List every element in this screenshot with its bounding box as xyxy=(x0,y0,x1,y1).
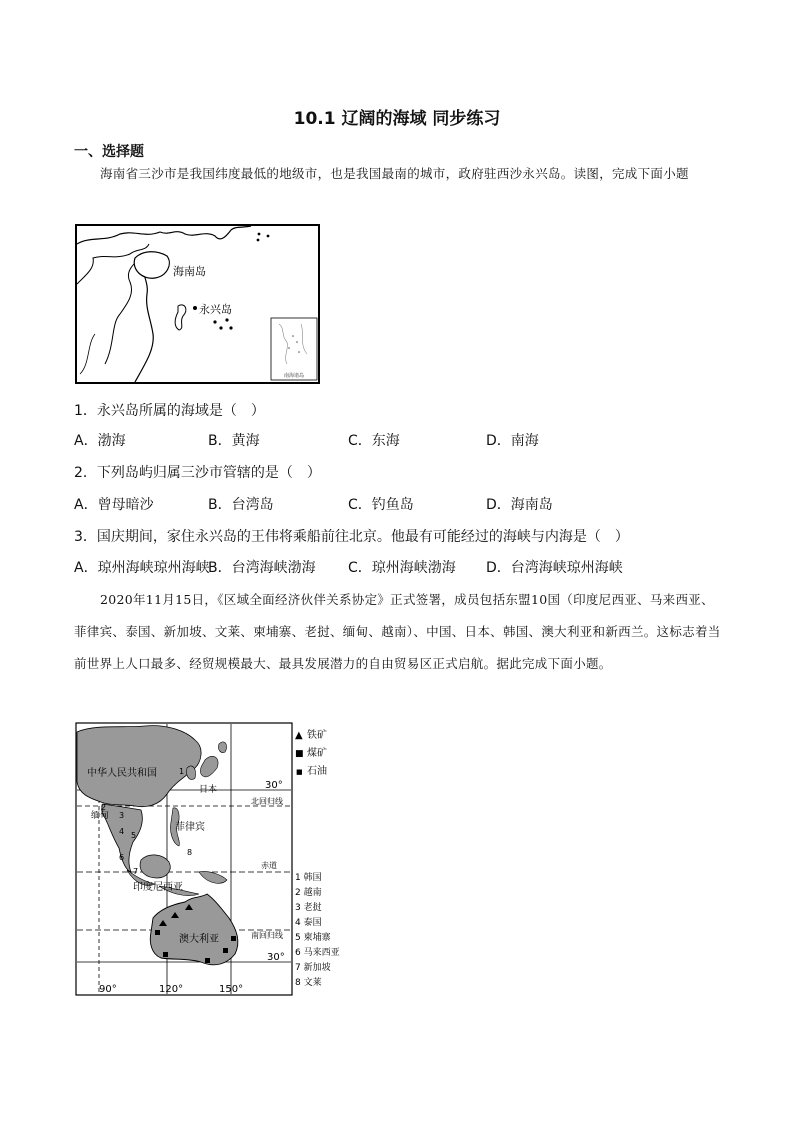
option-a[interactable]: A．曾母暗沙 xyxy=(74,497,154,513)
svg-text:3: 3 xyxy=(119,811,125,820)
question-3-options xyxy=(74,557,724,577)
svg-text:6: 6 xyxy=(119,853,125,862)
svg-text:1: 1 xyxy=(179,767,185,776)
option-a[interactable]: A．渤海 xyxy=(74,433,126,449)
legend xyxy=(295,728,327,777)
legend-iron-symbol: ▲ xyxy=(295,730,303,741)
option-c[interactable]: C．钓鱼岛 xyxy=(348,497,414,513)
question-1-options xyxy=(74,430,724,450)
intro-paragraph-2: 2020年11月15日，《区域全面经济伙伴关系协定》正式签署，成员包括东盟10国（印度尼西亚、马来西亚、菲律宾、泰国、新加坡、文莱、柬埔寨、老挝、缅甸、越南）、中国、日本、韩国、澳大利亚和新西兰。这标志着当前世界上人口最多、经贸规模最大、最具发展潜力的自由贸易区正式启航。据此完成下面小题。 xyxy=(74,592,721,671)
inset-label: 南海诸岛 xyxy=(283,373,305,379)
china-label: 中华人民共和国 xyxy=(87,768,157,779)
indonesia-label: 印度尼西亚 xyxy=(133,882,183,893)
tropic-south-label: 南回归线 xyxy=(251,931,283,940)
question-2: 2．下列岛屿归属三沙市管辖的是（ ） xyxy=(74,465,321,481)
option-b[interactable]: B．台湾海峡渤海 xyxy=(208,560,316,576)
legend-coal-symbol: ■ xyxy=(295,749,304,759)
map-south-china-sea xyxy=(75,224,320,384)
myanmar-label: 缅甸 xyxy=(91,811,110,821)
page-title: 10.1 辽阔的海域 同步练习 xyxy=(293,109,501,129)
hainan-label: 海南岛 xyxy=(173,265,206,278)
option-d[interactable]: D．海南岛 xyxy=(486,497,553,513)
philippines-label: 菲律宾 xyxy=(175,822,205,833)
equator-label: 赤道 xyxy=(261,861,277,870)
legend-iron: 铁矿 xyxy=(307,730,327,741)
lat-30n-label: 30° xyxy=(265,780,283,791)
option-d[interactable]: D．南海 xyxy=(486,433,539,449)
lat-30s-label: 30° xyxy=(267,952,285,963)
key-item: 5 柬埔寨 xyxy=(295,933,331,943)
key-item: 3 老挝 xyxy=(295,903,322,913)
lon-120-label: 120° xyxy=(159,984,184,995)
tropic-north-label: 北回归线 xyxy=(251,797,283,806)
japan-label: 日本 xyxy=(199,785,218,795)
key-item: 1 韩国 xyxy=(295,873,322,883)
option-c[interactable]: C．琼州海峡渤海 xyxy=(348,560,456,576)
legend-coal: 煤矿 xyxy=(307,748,327,759)
option-a[interactable]: A．琼州海峡琼州海峡 xyxy=(74,560,210,576)
section-heading: 一、选择题 xyxy=(74,144,144,160)
number-key xyxy=(295,871,340,988)
option-d[interactable]: D．台湾海峡琼州海峡 xyxy=(486,560,623,576)
map-rcep-region xyxy=(75,722,355,997)
key-item: 7 新加坡 xyxy=(295,963,331,973)
question-2-options xyxy=(74,494,724,514)
svg-text:8: 8 xyxy=(187,848,193,857)
option-b[interactable]: B．台湾岛 xyxy=(208,497,274,513)
svg-text:4: 4 xyxy=(119,827,125,836)
option-c[interactable]: C．东海 xyxy=(348,433,400,449)
question-3: 3．国庆期间，家住永兴岛的王伟将乘船前往北京。他最有可能经过的海峡与内海是（ ） xyxy=(74,529,629,545)
question-1: 1．永兴岛所属的海域是（ ） xyxy=(74,403,265,419)
key-item: 8 文莱 xyxy=(295,978,322,988)
key-item: 2 越南 xyxy=(295,888,322,898)
option-b[interactable]: B．黄海 xyxy=(208,433,260,449)
key-item: 4 泰国 xyxy=(295,918,322,928)
legend-oil-symbol: ■ xyxy=(296,768,303,776)
key-item: 6 马来西亚 xyxy=(295,948,340,958)
yongxing-label: 永兴岛 xyxy=(199,303,232,316)
lon-150-label: 150° xyxy=(219,984,244,995)
svg-text:2: 2 xyxy=(101,803,107,812)
australia-label: 澳大利亚 xyxy=(179,934,219,945)
intro-paragraph-1: 海南省三沙市是我国纬度最低的地级市，也是我国最南的城市，政府驻西沙永兴岛。读图，完成下面小题 xyxy=(100,166,689,181)
lon-90-label: 90° xyxy=(99,984,117,995)
legend-oil: 石油 xyxy=(307,766,327,777)
svg-text:5: 5 xyxy=(131,831,137,840)
svg-text:7: 7 xyxy=(133,867,139,876)
